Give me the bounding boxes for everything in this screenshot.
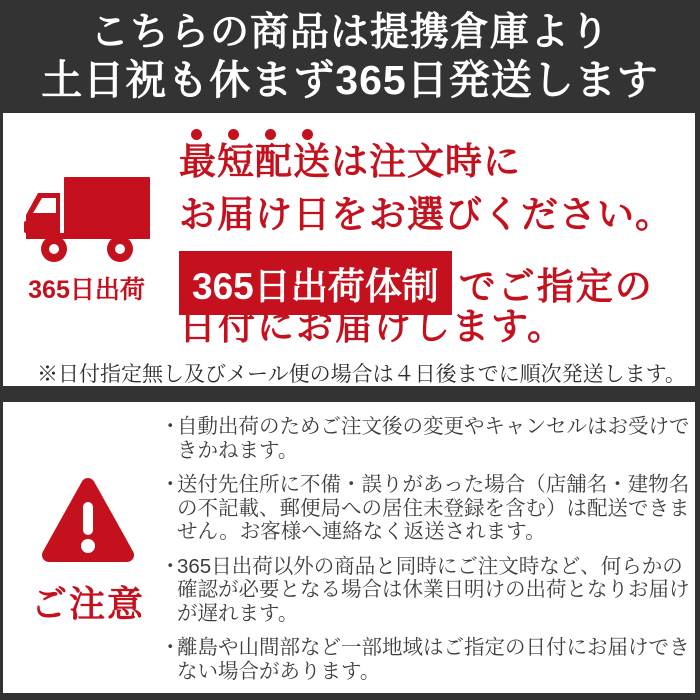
dot-icon — [191, 129, 202, 140]
caution-list — [160, 415, 694, 694]
delivery-headline-line1: 最短配送は注文時に — [179, 141, 521, 182]
delivery-headline-line2: お届け日をお選びください。 — [179, 194, 673, 235]
list-item — [160, 473, 694, 544]
delivery-headline-line3: 日付にお届けします。 — [179, 306, 567, 347]
bullet-marker: ・ — [160, 415, 181, 438]
bullet-marker: ・ — [160, 473, 181, 496]
bullet-marker: ・ — [160, 554, 181, 578]
delivery-footnote: ※日付指定無し及びメール便の場合は４日後までに順次発送します。 — [37, 363, 686, 386]
warning-triangle-icon — [41, 476, 135, 568]
list-item — [160, 415, 694, 462]
dot-icon — [302, 129, 313, 140]
list-item — [160, 555, 694, 626]
list-item — [160, 636, 694, 683]
banner — [0, 0, 700, 113]
highlight-badge: 365日出荷体制 — [179, 251, 452, 315]
caution-figure — [13, 476, 163, 627]
highlight-suffix: でご指定の — [458, 266, 654, 307]
truck-caption: 365日出荷 — [28, 276, 145, 304]
caution-panel — [3, 402, 695, 693]
truck-figure — [9, 177, 164, 306]
banner-line1: こちらの商品は提携倉庫より — [89, 10, 610, 54]
item-text: 送付先住所に不備・誤りがあった場合（店舗名・建物名の不記載、郵便局への居住未登録を含む）は配送できません。お客様へ連絡なく返送されます。 — [177, 473, 690, 543]
dot-icon — [265, 129, 276, 140]
bullet-marker: ・ — [160, 636, 181, 659]
delivery-panel — [3, 113, 695, 386]
item-text: 365日出荷以外の商品と同時にご注文時など、何らかの確認が必要となる場合は休業日明けの出荷となりお届けが遅れます。 — [177, 554, 690, 625]
item-text: 離島や山間部など一部地域はご指定の日付にお届けできない場合があります。 — [177, 636, 690, 683]
delivery-truck-icon — [24, 177, 150, 265]
emphasis-dots — [191, 129, 313, 140]
item-text: 自動出荷のためご注文後の変更やキャンセルはお受けできかねます。 — [177, 415, 690, 462]
dot-icon — [228, 129, 239, 140]
banner-line2: 土日祝も休まず365日発送します — [41, 56, 659, 103]
caution-caption: ご注意 — [30, 583, 145, 624]
